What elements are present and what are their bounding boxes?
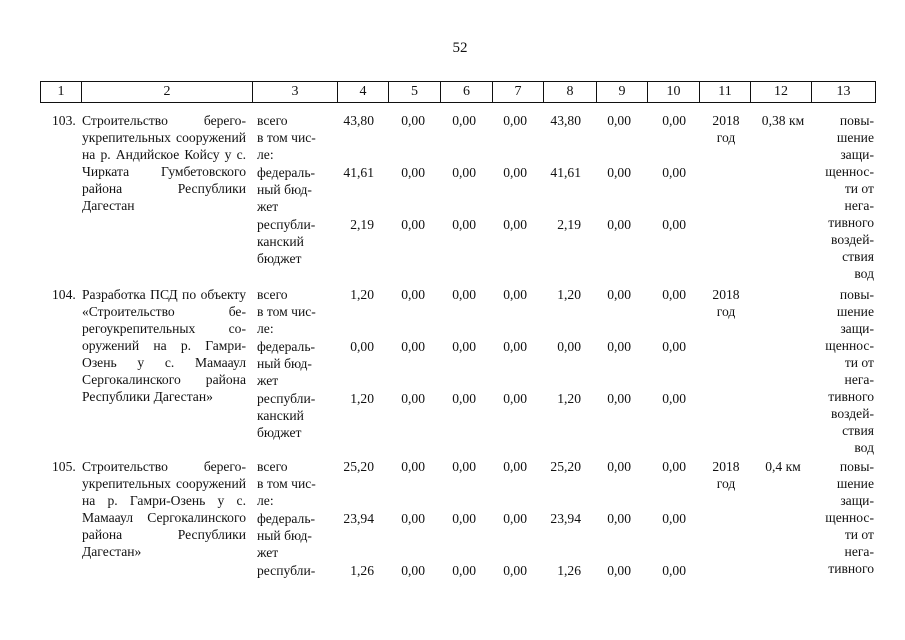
value-cell: 0,00 bbox=[607, 391, 631, 406]
expected-result-line: тивного bbox=[828, 389, 874, 404]
length-value: 0,4 км bbox=[765, 459, 801, 474]
value-cell: 0,00 bbox=[452, 287, 476, 302]
completion-year bbox=[704, 112, 748, 146]
expected-result-line: повы- bbox=[839, 113, 874, 128]
value-cell: 0,00 bbox=[452, 165, 476, 180]
completion-year-line: год bbox=[716, 476, 736, 491]
column-header: 12 bbox=[751, 82, 812, 103]
funding-source-line: в том чис- bbox=[257, 476, 316, 491]
funding-source-line: федераль- bbox=[257, 165, 316, 180]
value-cell: 0,00 bbox=[662, 287, 686, 302]
value-cell: 0,00 bbox=[662, 165, 686, 180]
funding-source-line: федераль- bbox=[257, 339, 316, 354]
value-cell: 1,26 bbox=[350, 563, 374, 578]
expected-result-line: тивного bbox=[828, 215, 874, 230]
funding-source-label bbox=[257, 562, 332, 579]
funding-source-label bbox=[257, 338, 332, 389]
column-header: 10 bbox=[648, 82, 700, 103]
funding-source-line: всего bbox=[257, 113, 288, 128]
value-cell: 0,00 bbox=[503, 459, 527, 474]
funding-source-line: ный бюд- bbox=[257, 356, 312, 371]
column-header: 3 bbox=[253, 82, 338, 103]
funding-source-line: федераль- bbox=[257, 511, 316, 526]
value-cell: 0,00 bbox=[503, 165, 527, 180]
value-cell: 0,00 bbox=[452, 217, 476, 232]
funding-source-line: в том чис- bbox=[257, 304, 316, 319]
funding-source-line: канский bbox=[257, 408, 304, 423]
value-cell: 25,20 bbox=[343, 459, 374, 474]
value-cell: 0,00 bbox=[662, 511, 686, 526]
value-cell: 0,00 bbox=[401, 459, 425, 474]
expected-result-line: воздей- bbox=[831, 232, 874, 247]
value-cell: 0,00 bbox=[452, 563, 476, 578]
expected-result-line: шение bbox=[836, 130, 874, 145]
value-cell: 0,00 bbox=[607, 287, 631, 302]
expected-result-line: тивного bbox=[828, 561, 874, 576]
expected-result-line: повы- bbox=[839, 287, 874, 302]
value-cell: 0,00 bbox=[452, 339, 476, 354]
completion-year-line: год bbox=[716, 304, 736, 319]
value-cell: 1,20 bbox=[557, 391, 581, 406]
value-cell: 0,00 bbox=[401, 563, 425, 578]
expected-result-line: щеннос- bbox=[825, 164, 874, 179]
value-cell: 0,00 bbox=[662, 391, 686, 406]
value-cell: 0,00 bbox=[503, 391, 527, 406]
funding-source-line: ле: bbox=[257, 493, 274, 508]
value-cell: 0,00 bbox=[607, 113, 631, 128]
funding-source-label bbox=[257, 458, 332, 509]
expected-result-line: ти от bbox=[844, 355, 874, 370]
value-cell: 0,00 bbox=[452, 511, 476, 526]
completion-year-line: год bbox=[716, 130, 736, 145]
column-header: 9 bbox=[597, 82, 648, 103]
expected-result-line: нега- bbox=[844, 372, 874, 387]
expected-result bbox=[818, 286, 874, 456]
expected-result-line: защи- bbox=[840, 147, 874, 162]
value-cell: 0,00 bbox=[607, 339, 631, 354]
row-number: 104. bbox=[52, 287, 76, 302]
value-cell: 41,61 bbox=[550, 165, 581, 180]
funding-source-line: жет bbox=[257, 199, 279, 214]
column-header-table bbox=[40, 81, 876, 103]
value-cell: 1,20 bbox=[557, 287, 581, 302]
expected-result-line: щеннос- bbox=[825, 510, 874, 525]
value-cell: 1,20 bbox=[350, 287, 374, 302]
column-header: 7 bbox=[493, 82, 544, 103]
column-header: 1 bbox=[41, 82, 82, 103]
value-cell: 0,00 bbox=[662, 217, 686, 232]
value-cell: 0,00 bbox=[662, 113, 686, 128]
funding-source-line: бюджет bbox=[257, 251, 302, 266]
funding-source-line: ле: bbox=[257, 321, 274, 336]
completion-year bbox=[704, 458, 748, 492]
column-header: 2 bbox=[82, 82, 253, 103]
funding-source-line: ный бюд- bbox=[257, 528, 312, 543]
value-cell: 0,00 bbox=[401, 217, 425, 232]
column-header: 6 bbox=[441, 82, 493, 103]
value-cell: 0,00 bbox=[503, 339, 527, 354]
value-cell: 0,00 bbox=[401, 287, 425, 302]
expected-result-line: вод bbox=[854, 266, 874, 281]
value-cell: 0,00 bbox=[503, 563, 527, 578]
funding-source-line: жет bbox=[257, 373, 279, 388]
value-cell: 0,00 bbox=[452, 113, 476, 128]
value-cell: 0,00 bbox=[607, 165, 631, 180]
value-cell: 0,00 bbox=[401, 165, 425, 180]
funding-source-line: всего bbox=[257, 287, 288, 302]
funding-source-label bbox=[257, 286, 332, 337]
expected-result-line: нега- bbox=[844, 198, 874, 213]
funding-source-line: республи- bbox=[257, 563, 316, 578]
funding-source-label bbox=[257, 390, 332, 441]
value-cell: 23,94 bbox=[343, 511, 374, 526]
funding-source-line: жет bbox=[257, 545, 279, 560]
funding-source-label bbox=[257, 164, 332, 215]
expected-result-line: ти от bbox=[844, 181, 874, 196]
row-description: Строительство берегоукрепительных сооружений на р. Гамри-Озень у с. Мамааул Сергокалинского района Республики Дагестан» bbox=[82, 459, 246, 559]
value-cell: 0,00 bbox=[401, 113, 425, 128]
expected-result-line: ствия bbox=[842, 423, 874, 438]
value-cell: 0,00 bbox=[503, 217, 527, 232]
funding-source-line: республи- bbox=[257, 391, 316, 406]
funding-source-label bbox=[257, 510, 332, 561]
column-header: 5 bbox=[389, 82, 441, 103]
completion-year-line: 2018 bbox=[712, 113, 740, 128]
row-description: Разработка ПСД по объекту «Строительство берегоукрепительных сооружений на р. Гамри-Озень у с. Мамааул Сергокалинского района Республики Дагестан» bbox=[82, 287, 246, 404]
expected-result-line: шение bbox=[836, 304, 874, 319]
funding-source-line: ный бюд- bbox=[257, 182, 312, 197]
completion-year-line: 2018 bbox=[712, 459, 740, 474]
funding-source-line: канский bbox=[257, 234, 304, 249]
value-cell: 0,00 bbox=[607, 459, 631, 474]
value-cell: 1,20 bbox=[350, 391, 374, 406]
value-cell: 25,20 bbox=[550, 459, 581, 474]
column-header: 13 bbox=[812, 82, 876, 103]
row-number: 103. bbox=[52, 113, 76, 128]
funding-source-line: бюджет bbox=[257, 425, 302, 440]
expected-result-line: щеннос- bbox=[825, 338, 874, 353]
completion-year-line: 2018 bbox=[712, 287, 740, 302]
expected-result-line: нега- bbox=[844, 544, 874, 559]
expected-result-line: вод bbox=[854, 440, 874, 455]
value-cell: 0,00 bbox=[557, 339, 581, 354]
value-cell: 0,00 bbox=[662, 339, 686, 354]
value-cell: 43,80 bbox=[343, 113, 374, 128]
row-number: 105. bbox=[52, 459, 76, 474]
expected-result-line: шение bbox=[836, 476, 874, 491]
value-cell: 0,00 bbox=[452, 459, 476, 474]
value-cell: 0,00 bbox=[607, 563, 631, 578]
funding-source-label bbox=[257, 216, 332, 267]
value-cell: 0,00 bbox=[607, 511, 631, 526]
value-cell: 0,00 bbox=[607, 217, 631, 232]
value-cell: 0,00 bbox=[503, 511, 527, 526]
value-cell: 41,61 bbox=[343, 165, 374, 180]
expected-result-line: ти от bbox=[844, 527, 874, 542]
column-header-row bbox=[41, 82, 876, 103]
expected-result-line: ствия bbox=[842, 249, 874, 264]
value-cell: 0,00 bbox=[401, 339, 425, 354]
value-cell: 0,00 bbox=[452, 391, 476, 406]
expected-result bbox=[818, 458, 874, 577]
expected-result-line: воздей- bbox=[831, 406, 874, 421]
column-header: 8 bbox=[544, 82, 597, 103]
funding-source-line: в том чис- bbox=[257, 130, 316, 145]
expected-result-line: защи- bbox=[840, 321, 874, 336]
value-cell: 0,00 bbox=[401, 391, 425, 406]
value-cell: 0,00 bbox=[662, 563, 686, 578]
funding-source-line: республи- bbox=[257, 217, 316, 232]
column-header: 4 bbox=[338, 82, 389, 103]
value-cell: 0,00 bbox=[503, 287, 527, 302]
value-cell: 0,00 bbox=[503, 113, 527, 128]
value-cell: 0,00 bbox=[350, 339, 374, 354]
page-number: 52 bbox=[452, 40, 468, 56]
value-cell: 2,19 bbox=[350, 217, 374, 232]
funding-source-line: всего bbox=[257, 459, 288, 474]
expected-result bbox=[818, 112, 874, 282]
value-cell: 0,00 bbox=[401, 511, 425, 526]
expected-result-line: защи- bbox=[840, 493, 874, 508]
value-cell: 1,26 bbox=[557, 563, 581, 578]
value-cell: 0,00 bbox=[662, 459, 686, 474]
funding-source-label bbox=[257, 112, 332, 163]
value-cell: 43,80 bbox=[550, 113, 581, 128]
funding-source-line: ле: bbox=[257, 147, 274, 162]
value-cell: 23,94 bbox=[550, 511, 581, 526]
length-value: 0,38 км bbox=[761, 113, 805, 128]
completion-year bbox=[704, 286, 748, 320]
value-cell: 2,19 bbox=[557, 217, 581, 232]
column-header: 11 bbox=[700, 82, 751, 103]
row-description: Строительство берегоукрепительных сооружений на р. Андийское Койсу у с. Чирката Гумбетовского района Республики Дагестан bbox=[82, 113, 246, 213]
expected-result-line: повы- bbox=[839, 459, 874, 474]
